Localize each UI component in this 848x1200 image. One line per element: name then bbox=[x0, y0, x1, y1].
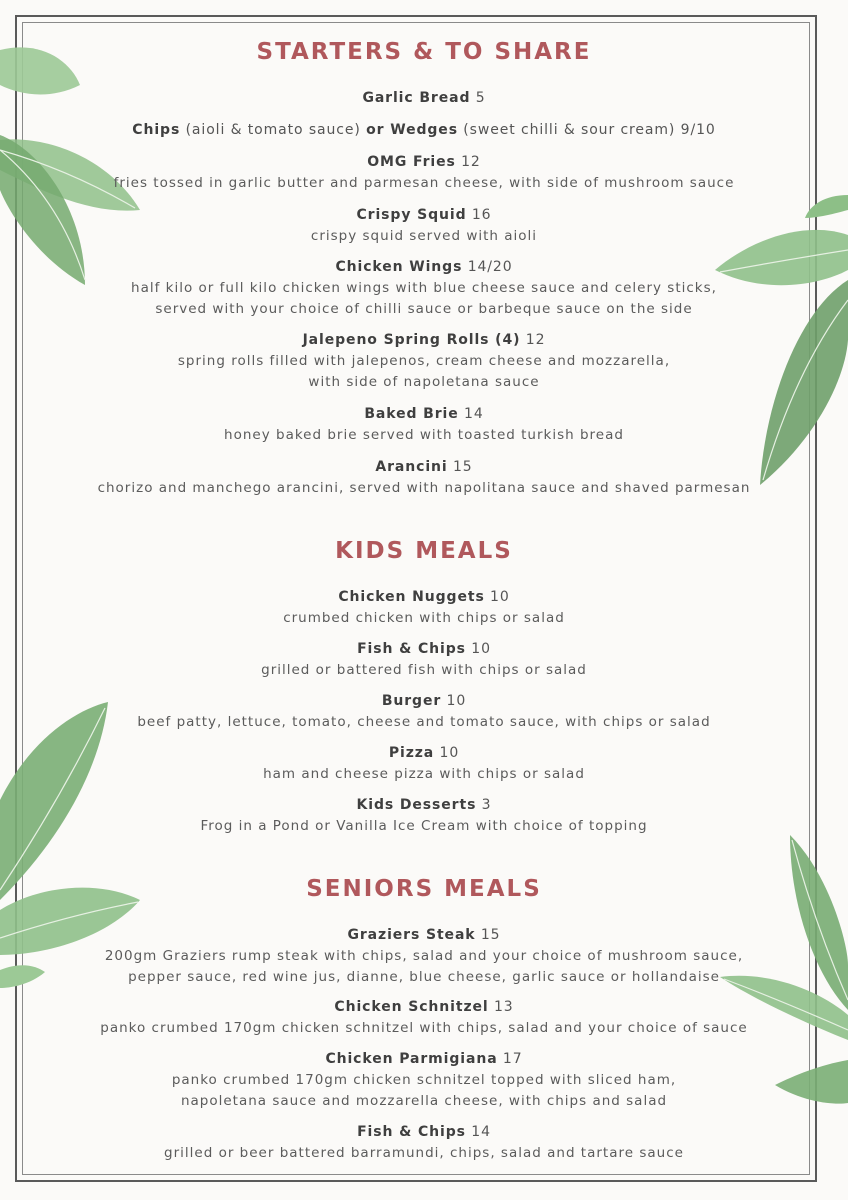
menu-item-chicken-schnitzel bbox=[0, 997, 848, 1039]
item-description: spring rolls filled with jalepenos, cream cheese and mozzarella, bbox=[177, 353, 671, 369]
item-description: served with your choice of chilli sauce or barbeque sauce on the side bbox=[155, 301, 693, 317]
section-heading-seniors: SENIORS MEALS bbox=[306, 876, 542, 902]
item-name: Graziers Steak bbox=[347, 927, 476, 943]
item-name: Baked Brie bbox=[364, 406, 459, 422]
item-price: 14 bbox=[464, 406, 484, 422]
item-price: 10 bbox=[471, 641, 491, 657]
item-description: pepper sauce, red wine jus, dianne, blue cheese, garlic sauce or hollandaise bbox=[128, 969, 720, 985]
menu-item-omg-fries bbox=[0, 152, 848, 194]
item-name: Fish & Chips bbox=[357, 641, 466, 657]
item-price: 10 bbox=[446, 693, 467, 709]
section-heading-kids: KIDS MEALS bbox=[335, 538, 513, 564]
item-description: honey baked brie served with toasted turkish bread bbox=[224, 427, 624, 443]
item-name-alt: or Wedges bbox=[366, 122, 458, 138]
item-price: 10 bbox=[490, 589, 510, 605]
item-description: beef patty, lettuce, tomato, cheese and tomato sauce, with chips or salad bbox=[137, 714, 711, 730]
item-description: Frog in a Pond or Vanilla Ice Cream with choice of topping bbox=[200, 818, 648, 834]
item-description: crispy squid served with aioli bbox=[310, 228, 538, 244]
menu-item-chicken-nuggets bbox=[0, 587, 848, 629]
item-description: panko crumbed 170gm chicken schnitzel with chips, salad and your choice of sauce bbox=[100, 1020, 748, 1036]
menu-item-baked-brie bbox=[0, 404, 848, 446]
item-description: with side of napoletana sauce bbox=[308, 374, 540, 390]
item-price: 3 bbox=[481, 797, 492, 813]
section-heading-starters: STARTERS & TO SHARE bbox=[256, 39, 592, 65]
item-price: 5 bbox=[475, 90, 486, 106]
item-price: 17 bbox=[502, 1051, 523, 1067]
menu-item-jalepeno-spring-rolls bbox=[0, 330, 848, 393]
item-price: 13 bbox=[493, 999, 514, 1015]
item-name: Kids Desserts bbox=[356, 797, 477, 813]
item-description: grilled or beer battered barramundi, chips, salad and tartare sauce bbox=[164, 1145, 684, 1161]
menu-item-chicken-wings bbox=[0, 257, 848, 320]
item-description: napoletana sauce and mozzarella cheese, with chips and salad bbox=[180, 1093, 668, 1109]
menu-item-garlic-bread bbox=[0, 88, 848, 109]
menu-item-burger bbox=[0, 691, 848, 733]
item-name: Arancini bbox=[375, 459, 448, 475]
item-price: 15 bbox=[480, 927, 501, 943]
item-name: OMG Fries bbox=[367, 154, 456, 170]
item-name: Crispy Squid bbox=[356, 207, 467, 223]
item-price: 16 bbox=[471, 207, 492, 223]
menu-item-kids-desserts bbox=[0, 795, 848, 837]
item-name: Garlic Bread bbox=[362, 90, 471, 106]
item-name: Chicken Wings bbox=[335, 259, 463, 275]
item-description: chorizo and manchego arancini, served with napolitana sauce and shaved parmesan bbox=[97, 480, 751, 496]
item-name: Burger bbox=[381, 693, 442, 709]
item-price: 12 bbox=[461, 154, 481, 170]
item-name: Chicken Nuggets bbox=[338, 589, 485, 605]
item-name: Chips bbox=[132, 122, 181, 138]
item-name: Pizza bbox=[388, 745, 435, 761]
item-description: ham and cheese pizza with chips or salad bbox=[263, 766, 585, 782]
menu-item-seniors-fish-chips bbox=[0, 1122, 848, 1164]
menu-item-arancini bbox=[0, 457, 848, 499]
item-description: panko crumbed 170gm chicken schnitzel topped with sliced ham, bbox=[171, 1072, 677, 1088]
item-description: grilled or battered fish with chips or salad bbox=[261, 662, 587, 678]
menu-item-crispy-squid bbox=[0, 205, 848, 247]
item-price: 14/20 bbox=[467, 259, 513, 275]
item-price: 14 bbox=[471, 1124, 491, 1140]
item-price: 9/10 bbox=[680, 122, 716, 138]
item-description: crumbed chicken with chips or salad bbox=[283, 610, 565, 626]
item-price: 12 bbox=[525, 332, 546, 348]
item-name: Chicken Schnitzel bbox=[334, 999, 489, 1015]
menu-item-kids-fish-chips bbox=[0, 639, 848, 681]
item-price: 15 bbox=[452, 459, 473, 475]
menu-item-chicken-parmigiana bbox=[0, 1049, 848, 1112]
item-price: 10 bbox=[439, 745, 460, 761]
menu-item-pizza bbox=[0, 743, 848, 785]
item-description: half kilo or full kilo chicken wings with blue cheese sauce and celery sticks, bbox=[131, 280, 717, 296]
item-note: (sweet chilli & sour cream) bbox=[463, 122, 676, 138]
menu-item-chips-wedges bbox=[0, 120, 848, 141]
item-name: Fish & Chips bbox=[357, 1124, 466, 1140]
item-name: Chicken Parmigiana bbox=[325, 1051, 498, 1067]
item-description: fries tossed in garlic butter and parmesan cheese, with side of mushroom sauce bbox=[113, 175, 735, 191]
menu-item-graziers-steak bbox=[0, 925, 848, 988]
item-name: Jalepeno Spring Rolls (4) bbox=[302, 332, 521, 348]
item-note: (aioli & tomato sauce) bbox=[185, 122, 361, 138]
item-description: 200gm Graziers rump steak with chips, salad and your choice of mushroom sauce, bbox=[104, 948, 744, 964]
